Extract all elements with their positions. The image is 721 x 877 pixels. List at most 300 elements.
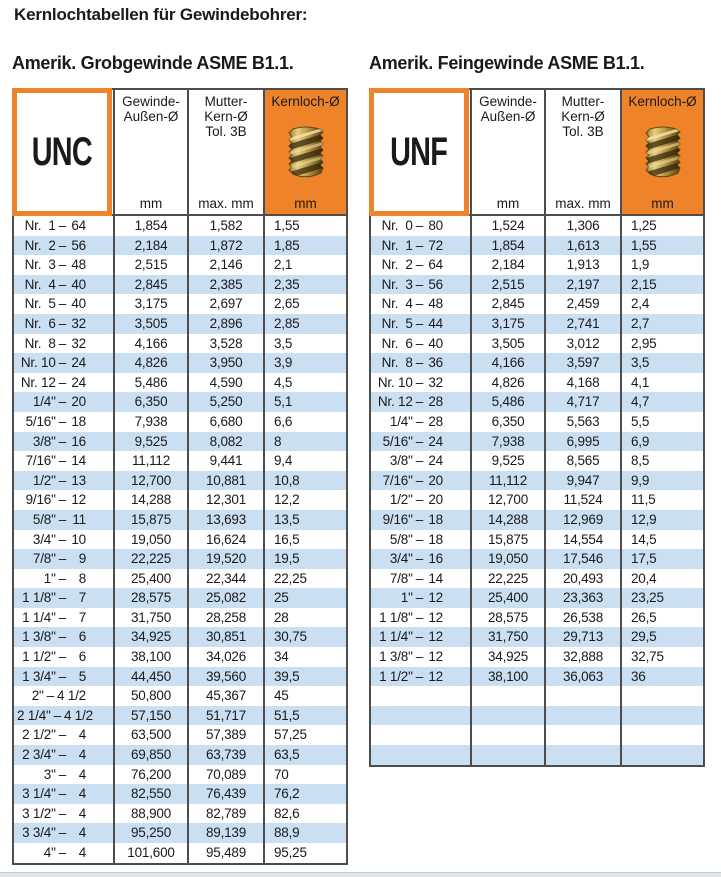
- page-edge-strip: [0, 872, 721, 877]
- thread-size-cell: [14, 432, 115, 452]
- core-diameter-value: 4,590: [189, 373, 265, 393]
- outer-diameter-value: 101,600: [115, 843, 189, 863]
- table-row: [14, 667, 346, 687]
- thread-size-cell: [14, 627, 115, 647]
- core-diameter-value: 4,717: [546, 392, 622, 412]
- thread-pitch: 4: [78, 766, 86, 782]
- drill-column-label: Kernloch-Ø: [271, 94, 340, 109]
- thread-pitch: 20: [428, 472, 443, 488]
- drill-diameter-value: 63,5: [274, 747, 300, 763]
- outer-diameter-value: 50,800: [115, 686, 189, 706]
- thread-pitch: 5: [78, 668, 86, 684]
- drill-diameter-value: [622, 745, 703, 765]
- thread-pitch: 4: [78, 727, 86, 743]
- drill-diameter-value: [622, 686, 703, 706]
- table-row: [14, 706, 346, 726]
- table-row: [371, 334, 703, 354]
- table-row: [371, 549, 703, 569]
- size-pitch-dash: –: [415, 276, 423, 292]
- outer-diameter-value: 5,486: [472, 392, 546, 412]
- thread-size-cell: [371, 490, 472, 510]
- unc-badge-cell: [14, 90, 115, 214]
- drill-diameter-value: 4,7: [631, 394, 650, 410]
- size-pitch-dash: –: [58, 374, 66, 390]
- thread-size-cell: [371, 510, 472, 530]
- size-pitch-dash: –: [58, 845, 66, 860]
- thread-pitch: [426, 725, 443, 745]
- table-row: [371, 294, 703, 314]
- drill-diameter-value: 29,5: [631, 629, 657, 645]
- core-diameter-value: 76,439: [189, 784, 265, 804]
- thread-size-cell: [14, 314, 115, 334]
- size-pitch-dash: –: [415, 511, 423, 527]
- thread-size-cell: [371, 392, 472, 412]
- unf-table-body: [371, 216, 703, 765]
- thread-size: Nr. 2: [381, 257, 413, 273]
- thread-size: [374, 725, 420, 745]
- core-diameter-value: 9,441: [189, 451, 265, 471]
- unc-table-header: [14, 90, 346, 216]
- drill-diameter-value: 26,5: [631, 609, 657, 625]
- drill-diameter-value: 6,6: [274, 413, 293, 429]
- core-diameter-value: 23,363: [546, 588, 622, 608]
- drill-diameter-value: 1,25: [631, 218, 657, 233]
- thread-size: Nr. 10: [377, 374, 413, 390]
- table-row: [14, 471, 346, 491]
- size-pitch-dash: –: [415, 472, 423, 488]
- size-pitch-dash: –: [415, 531, 423, 547]
- thread-size: [374, 706, 420, 726]
- size-pitch-dash: –: [46, 688, 54, 704]
- thread-size-cell: [14, 804, 115, 824]
- outer-diameter-value: 2,845: [115, 275, 189, 295]
- header-line: Tol. 3B: [562, 124, 604, 139]
- thread-size-cell: [371, 412, 472, 432]
- thread-size: 1/2": [389, 492, 413, 508]
- drill-diameter-value: 28: [274, 609, 289, 625]
- outer-diameter-value: 11,112: [115, 451, 189, 471]
- thread-size-cell: [14, 667, 115, 687]
- outer-diameter-value: 2,184: [115, 236, 189, 256]
- size-pitch-dash: –: [58, 590, 66, 606]
- thread-pitch: 12: [428, 590, 443, 606]
- size-pitch-dash: –: [58, 472, 66, 488]
- unf-badge-cell: [371, 90, 472, 214]
- thread-tap-photo: [640, 126, 686, 180]
- outer-diameter-value: 44,450: [115, 667, 189, 687]
- outer-diameter-value: 11,112: [472, 471, 546, 491]
- size-pitch-dash: –: [415, 218, 423, 233]
- size-pitch-dash: –: [415, 433, 423, 449]
- thread-pitch: 4 1/2: [56, 688, 86, 704]
- page-title: Kernlochtabellen für Gewindebohrer:: [14, 5, 308, 24]
- core-diameter-value: 13,693: [189, 510, 265, 530]
- thread-pitch: 18: [428, 511, 443, 527]
- thread-pitch: 28: [428, 413, 443, 429]
- table-row: [371, 725, 703, 745]
- drill-diameter-value: 4,1: [631, 374, 650, 390]
- table-row: [371, 706, 703, 726]
- thread-size-cell: [14, 765, 115, 785]
- outer-diameter-value: 15,875: [472, 530, 546, 550]
- drill-diameter-value: 1,85: [274, 237, 300, 253]
- outer-diameter-value: 1,524: [472, 216, 546, 236]
- column-header-core-diameter: [189, 90, 265, 214]
- drill-diameter-value: 45: [274, 688, 289, 704]
- core-diameter-value: 36,063: [546, 667, 622, 687]
- column-header-outer-diameter: [115, 90, 189, 214]
- outer-diameter-value: 5,486: [115, 373, 189, 393]
- core-diameter-value: 2,896: [189, 314, 265, 334]
- size-pitch-dash: –: [58, 433, 66, 449]
- size-pitch-dash: –: [415, 296, 423, 312]
- header-line: Kern-Ø: [204, 109, 248, 124]
- thread-pitch: 32: [428, 374, 443, 390]
- size-pitch-dash: –: [58, 609, 66, 625]
- outer-diameter-value: 15,875: [115, 510, 189, 530]
- thread-size: 1 1/2": [22, 649, 56, 665]
- table-row: [14, 373, 346, 393]
- column-header-core-label: [561, 94, 605, 139]
- thread-pitch: 40: [428, 335, 443, 351]
- thread-size: Nr. 4: [24, 276, 56, 292]
- thread-size-cell: [371, 686, 472, 706]
- thread-size: 1 3/8": [22, 629, 56, 645]
- thread-pitch: 12: [428, 629, 443, 645]
- thread-pitch: 32: [71, 315, 86, 331]
- size-pitch-dash: –: [58, 453, 66, 469]
- drill-diameter-value: 2,4: [631, 296, 650, 312]
- table-row: [14, 608, 346, 628]
- drill-diameter-value: 3,9: [274, 355, 293, 371]
- thread-pitch: 4: [78, 845, 86, 860]
- outer-diameter-value: 1,854: [115, 216, 189, 236]
- drill-diameter-value: 95,25: [274, 845, 307, 860]
- outer-diameter-value: 2,184: [472, 255, 546, 275]
- outer-diameter-value: [472, 686, 546, 706]
- drill-diameter-value: 2,85: [274, 315, 300, 331]
- core-diameter-value: 2,697: [189, 294, 265, 314]
- core-diameter-value: 12,301: [189, 490, 265, 510]
- thread-size: 2": [31, 688, 44, 704]
- drill-diameter-value: 20,4: [631, 570, 657, 586]
- thread-pitch: 4: [78, 747, 86, 763]
- drill-diameter-value: 3,5: [274, 335, 293, 351]
- thread-size: Nr. 6: [381, 335, 413, 351]
- header-line: Außen-Ø: [480, 109, 536, 124]
- table-row: [371, 432, 703, 452]
- thread-pitch: 20: [71, 394, 86, 410]
- thread-size-cell: [371, 667, 472, 687]
- unf-table-title: Amerik. Feingewinde ASME B1.1.: [369, 53, 645, 73]
- table-row: [14, 451, 346, 471]
- thread-size: Nr. 12: [20, 374, 56, 390]
- thread-size: 1": [43, 570, 56, 586]
- drill-diameter-value: 5,5: [631, 413, 650, 429]
- outer-diameter-value: 3,175: [472, 314, 546, 334]
- table-row: [14, 823, 346, 843]
- core-diameter-value: 82,789: [189, 804, 265, 824]
- thread-size: 1 1/8": [379, 609, 413, 625]
- thread-pitch: 12: [428, 668, 443, 684]
- core-diameter-value: 10,881: [189, 471, 265, 491]
- core-diameter-value: 89,139: [189, 823, 265, 843]
- drill-diameter-value: [622, 706, 703, 726]
- core-diameter-value: 5,563: [546, 412, 622, 432]
- core-diameter-value: 2,741: [546, 314, 622, 334]
- size-pitch-dash: –: [415, 649, 423, 665]
- table-row: [14, 627, 346, 647]
- thread-size: 1": [400, 590, 413, 606]
- thread-size-cell: [14, 490, 115, 510]
- drill-diameter-value: 2,7: [631, 315, 650, 331]
- core-diameter-value: 30,851: [189, 627, 265, 647]
- column-header-outer-diameter: [472, 90, 546, 214]
- drill-diameter-value: 8: [274, 433, 282, 449]
- header-line: Mutter-: [561, 94, 605, 109]
- table-row: [371, 314, 703, 334]
- table-row: [371, 490, 703, 510]
- drill-diameter-value: 22,25: [274, 570, 307, 586]
- thread-size-cell: [371, 294, 472, 314]
- thread-size-cell: [14, 451, 115, 471]
- table-row: [14, 804, 346, 824]
- drill-diameter-value: 8,5: [631, 453, 650, 469]
- core-diameter-value: 1,913: [546, 255, 622, 275]
- thread-size-cell: [371, 725, 472, 745]
- header-line: Gewinde-: [122, 94, 180, 109]
- drill-diameter-value: 10,8: [274, 472, 300, 488]
- thread-pitch: 9: [78, 551, 86, 567]
- thread-size-cell: [14, 530, 115, 550]
- outer-diameter-value: 3,505: [115, 314, 189, 334]
- thread-size-cell: [371, 569, 472, 589]
- column-header-drill-diameter: [265, 90, 346, 214]
- drill-column-label: Kernloch-Ø: [628, 94, 697, 109]
- outer-diameter-value: 38,100: [115, 647, 189, 667]
- header-line: Mutter-: [204, 94, 248, 109]
- thread-pitch: 6: [78, 649, 86, 665]
- outer-diameter-value: [472, 725, 546, 745]
- outer-diameter-value: 6,350: [472, 412, 546, 432]
- outer-diameter-value: 3,505: [472, 334, 546, 354]
- header-line: Tol. 3B: [205, 124, 247, 139]
- thread-pitch: 16: [71, 433, 86, 449]
- drill-diameter-value: 19,5: [274, 551, 300, 567]
- thread-size: 3 1/2": [22, 805, 56, 821]
- thread-pitch: 40: [71, 296, 86, 312]
- thread-size-cell: [14, 373, 115, 393]
- thread-size: Nr. 6: [24, 315, 56, 331]
- thread-pitch: 48: [71, 257, 86, 273]
- outer-unit-label: mm: [139, 196, 163, 211]
- outer-diameter-value: 82,550: [115, 784, 189, 804]
- core-diameter-value: [546, 706, 622, 726]
- thread-size-cell: [371, 627, 472, 647]
- drill-unit-label: mm: [651, 196, 674, 211]
- thread-size-cell: [14, 725, 115, 745]
- unf-badge: [369, 88, 469, 216]
- thread-pitch: 4: [78, 805, 86, 821]
- column-header-outer-label: [479, 94, 537, 124]
- core-diameter-value: 1,582: [189, 216, 265, 236]
- outer-diameter-value: 4,826: [472, 373, 546, 393]
- drill-diameter-value: 70: [274, 766, 289, 782]
- outer-unit-label: mm: [496, 196, 520, 211]
- thread-size: 1 1/4": [379, 629, 413, 645]
- thread-pitch: 44: [428, 315, 443, 331]
- size-pitch-dash: –: [58, 492, 66, 508]
- thread-size-cell: [371, 275, 472, 295]
- core-diameter-value: 95,489: [189, 843, 265, 863]
- outer-diameter-value: 25,400: [472, 588, 546, 608]
- thread-size: 1 1/2": [379, 668, 413, 684]
- size-pitch-dash: –: [58, 511, 66, 527]
- drill-diameter-value: 16,5: [274, 531, 300, 547]
- outer-diameter-value: 22,225: [472, 569, 546, 589]
- core-diameter-value: 51,717: [189, 706, 265, 726]
- core-diameter-value: 6,995: [546, 432, 622, 452]
- thread-size: 3/8": [389, 453, 413, 469]
- thread-size-cell: [14, 686, 115, 706]
- size-pitch-dash: –: [58, 727, 66, 743]
- size-pitch-dash: –: [58, 668, 66, 684]
- thread-size: 1 3/8": [379, 649, 413, 665]
- core-diameter-value: 16,624: [189, 530, 265, 550]
- thread-pitch: 56: [428, 276, 443, 292]
- table-row: [14, 745, 346, 765]
- size-pitch-dash: –: [58, 257, 66, 273]
- core-diameter-value: 26,538: [546, 608, 622, 628]
- drill-diameter-value: 23,25: [631, 590, 664, 606]
- size-pitch-dash: –: [415, 355, 423, 371]
- size-pitch-dash: –: [415, 315, 423, 331]
- thread-size: [374, 745, 420, 765]
- thread-size-cell: [371, 216, 472, 236]
- table-row: [14, 549, 346, 569]
- table-row: [371, 569, 703, 589]
- table-row: [371, 627, 703, 647]
- thread-pitch: 48: [428, 296, 443, 312]
- size-pitch-dash: –: [58, 786, 66, 802]
- thread-size-cell: [14, 647, 115, 667]
- outer-diameter-value: 14,288: [115, 490, 189, 510]
- thread-pitch: 80: [428, 218, 443, 233]
- table-row: [371, 255, 703, 275]
- thread-pitch: 24: [428, 453, 443, 469]
- thread-size: 7/16": [382, 472, 413, 488]
- table-row: [14, 334, 346, 354]
- core-diameter-value: 32,888: [546, 647, 622, 667]
- outer-diameter-value: 25,400: [115, 569, 189, 589]
- table-row: [14, 510, 346, 530]
- unc-badge: [12, 88, 112, 216]
- core-diameter-value: 14,554: [546, 530, 622, 550]
- core-diameter-value: [546, 686, 622, 706]
- thread-pitch: 40: [71, 276, 86, 292]
- drill-unit-label: mm: [294, 196, 317, 211]
- thread-pitch: 12: [428, 609, 443, 625]
- table-row: [371, 236, 703, 256]
- size-pitch-dash: –: [58, 237, 66, 253]
- outer-diameter-value: 69,850: [115, 745, 189, 765]
- thread-size: 2 3/4": [22, 747, 56, 763]
- thread-size-cell: [14, 412, 115, 432]
- outer-diameter-value: 95,250: [115, 823, 189, 843]
- thread-size: 2 1/4": [17, 707, 51, 723]
- unc-table-title: Amerik. Grobgewinde ASME B1.1.: [12, 53, 294, 73]
- thread-pitch: 11: [72, 511, 86, 527]
- thread-size-cell: [14, 706, 115, 726]
- table-row: [14, 843, 346, 863]
- core-diameter-value: 17,546: [546, 549, 622, 569]
- thread-size-cell: [371, 314, 472, 334]
- outer-diameter-value: 3,175: [115, 294, 189, 314]
- column-header-drill-diameter: [622, 90, 703, 214]
- thread-pitch: 18: [428, 531, 443, 547]
- size-pitch-dash: –: [58, 296, 66, 312]
- size-pitch-dash: –: [415, 570, 423, 586]
- table-row: [14, 255, 346, 275]
- core-diameter-value: 8,082: [189, 432, 265, 452]
- drill-diameter-value: 39,5: [274, 668, 300, 684]
- unf-table: [369, 88, 705, 767]
- drill-diameter-value: 88,9: [274, 825, 300, 841]
- thread-pitch: 4: [78, 786, 86, 802]
- drill-diameter-value: 2,95: [631, 335, 657, 351]
- thread-size: Nr. 10: [20, 355, 56, 371]
- table-row: [14, 530, 346, 550]
- thread-size: 3/4": [32, 531, 56, 547]
- thread-pitch: 14: [428, 570, 443, 586]
- core-diameter-value: 22,344: [189, 569, 265, 589]
- thread-size: 1 3/4": [22, 668, 56, 684]
- outer-diameter-value: 2,515: [472, 275, 546, 295]
- drill-diameter-value: 36: [631, 668, 646, 684]
- core-diameter-value: 28,258: [189, 608, 265, 628]
- thread-size: 3 1/4": [22, 786, 56, 802]
- size-pitch-dash: –: [58, 335, 66, 351]
- thread-size-cell: [14, 216, 115, 236]
- drill-diameter-value: 2,1: [274, 257, 293, 273]
- outer-diameter-value: [472, 745, 546, 765]
- core-diameter-value: 2,197: [546, 275, 622, 295]
- drill-diameter-value: 6,9: [631, 433, 650, 449]
- thread-size: 7/16": [25, 453, 56, 469]
- table-row: [14, 216, 346, 236]
- thread-size: 2 1/2": [22, 727, 56, 743]
- thread-size: 9/16": [382, 511, 413, 527]
- unc-table: [12, 88, 348, 865]
- outer-diameter-value: 4,166: [115, 334, 189, 354]
- table-row: [371, 510, 703, 530]
- drill-diameter-value: 4,5: [274, 374, 293, 390]
- thread-size-cell: [14, 353, 115, 373]
- thread-size-cell: [371, 432, 472, 452]
- core-diameter-value: 6,680: [189, 412, 265, 432]
- outer-diameter-value: 9,525: [472, 451, 546, 471]
- thread-pitch: [426, 686, 443, 706]
- outer-diameter-value: 76,200: [115, 765, 189, 785]
- drill-diameter-value: 1,9: [631, 257, 650, 273]
- header-line: Gewinde-: [479, 94, 537, 109]
- table-row: [371, 608, 703, 628]
- outer-diameter-value: 7,938: [472, 432, 546, 452]
- core-diameter-value: 3,012: [546, 334, 622, 354]
- drill-diameter-value: 3,5: [631, 355, 650, 371]
- thread-pitch: 7: [78, 609, 86, 625]
- outer-diameter-value: 19,050: [115, 530, 189, 550]
